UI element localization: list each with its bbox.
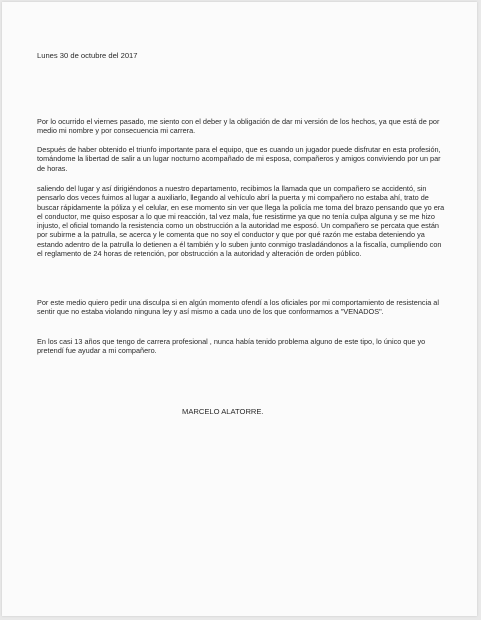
paragraph-intro: Por lo ocurrido el viernes pasado, me siento con el deber y la obligación de dar mi versión de los hechos, ya que está de por medio mi nombre y por consecuencia mi carrera. [37,117,440,136]
letter-date: Lunes 30 de octubre del 2017 [37,51,138,60]
paragraph-incident: saliendo del lugar y así dirigiéndonos a nuestro departamento, recibimos la llamada que un compañero se accidentó, sin pensarlo dos veces fuimos al lugar a auxiliarlo, llegando al vehículo abrí la puerta y mi compañero no estaba ahí, trato de buscar rápidamente la póliza y el celular, en ese momento sin ver que llega la policía me toma del brazo pensando que yo era el conductor, me quiso esposar a lo que mi reacción, tal vez mala, fue resistirme ya que no tenía culpa alguna y se me hizo injusto, el oficial tomando la resistencia como un obstrucción a la autoridad me esposó. Un compañero se percata que están por subirme a la patrulla, se acerca y le comenta que no soy el conductor y que por qué razón me estaba deteniendo ya estando adentro de la patrulla lo detienen a él también y lo suben junto conmigo trasladándonos a la fiscalía, cumpliendo con el reglamento de 24 horas de retención, por obstrucción a la autoridad y alteración de orden público. [37,184,445,259]
paragraph-context: Después de haber obtenido el triunfo importante para el equipo, que es cuando un jugador puede disfrutar en esta profesión, tomándome la libertad de salir a un lugar nocturno acompañado de mi esposa, compañeros y amigos conviviendo por un par de horas. [37,145,441,173]
paragraph-career: En los casi 13 años que tengo de carrera profesional , nunca había tenido problema alguno de este tipo, lo único que yo pretendí fue ayudar a mi compañero. [37,337,426,356]
document-page [2,2,477,616]
paragraph-apology: Por este medio quiero pedir una disculpa si en algún momento ofendí a los oficiales por mi comportamiento de resistencia al sentir que no estaba violando ninguna ley y así mismo a cada uno de los que conformamos a "VENADOS". [37,298,439,317]
signature-name: MARCELO ALATORRE. [182,407,264,416]
